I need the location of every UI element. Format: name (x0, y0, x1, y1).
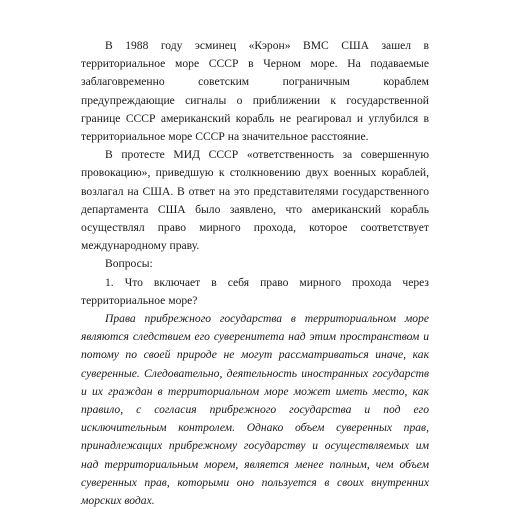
paragraph-incident: В 1988 году эсминец «Кэрон» ВМС США зашел в территориальное море СССР в Черном море. На подаваемые заблаговременно советским пограничным кораблем предупреждающие сигналы о приближении к государственной границе СССР американский корабль не реагировал и углубился в территориальное море СССР на значительное расстояние. (81, 39, 429, 144)
document-body (81, 37, 429, 510)
paragraph-questions-heading: Вопросы: (105, 257, 153, 271)
paragraph-protest: В протесте МИД СССР «ответственность за совершенную провокацию», приведшую к столкновению двух военных кораблей, возлагал на США. В ответ на это представителями государственного департамента США было заявлено, что американский корабль осуществлял право мирного прохода, которое соответствует международному праву. (81, 148, 429, 253)
paragraph-answer: Права прибрежного государства в территориальном море являются следствием его суверенитета над этим пространством и потому по своей природе не могут рассматриваться иначе, как суверенные. Следовательно, деятельность иностранных государств и их граждан в территориальном море может иметь место, как правило, с согласия прибрежного государства и под его исключительным контролем. Однако объем суверенных прав, принадлежащих прибрежному государству и осуществляемых им над территориальным морем, является менее полным, чем объем суверенных прав, которыми оно пользуется в своих внутренних морских водах. (81, 312, 429, 508)
paragraph-question-1: 1. Что включает в себя право мирного прохода через территориальное море? (81, 275, 429, 307)
